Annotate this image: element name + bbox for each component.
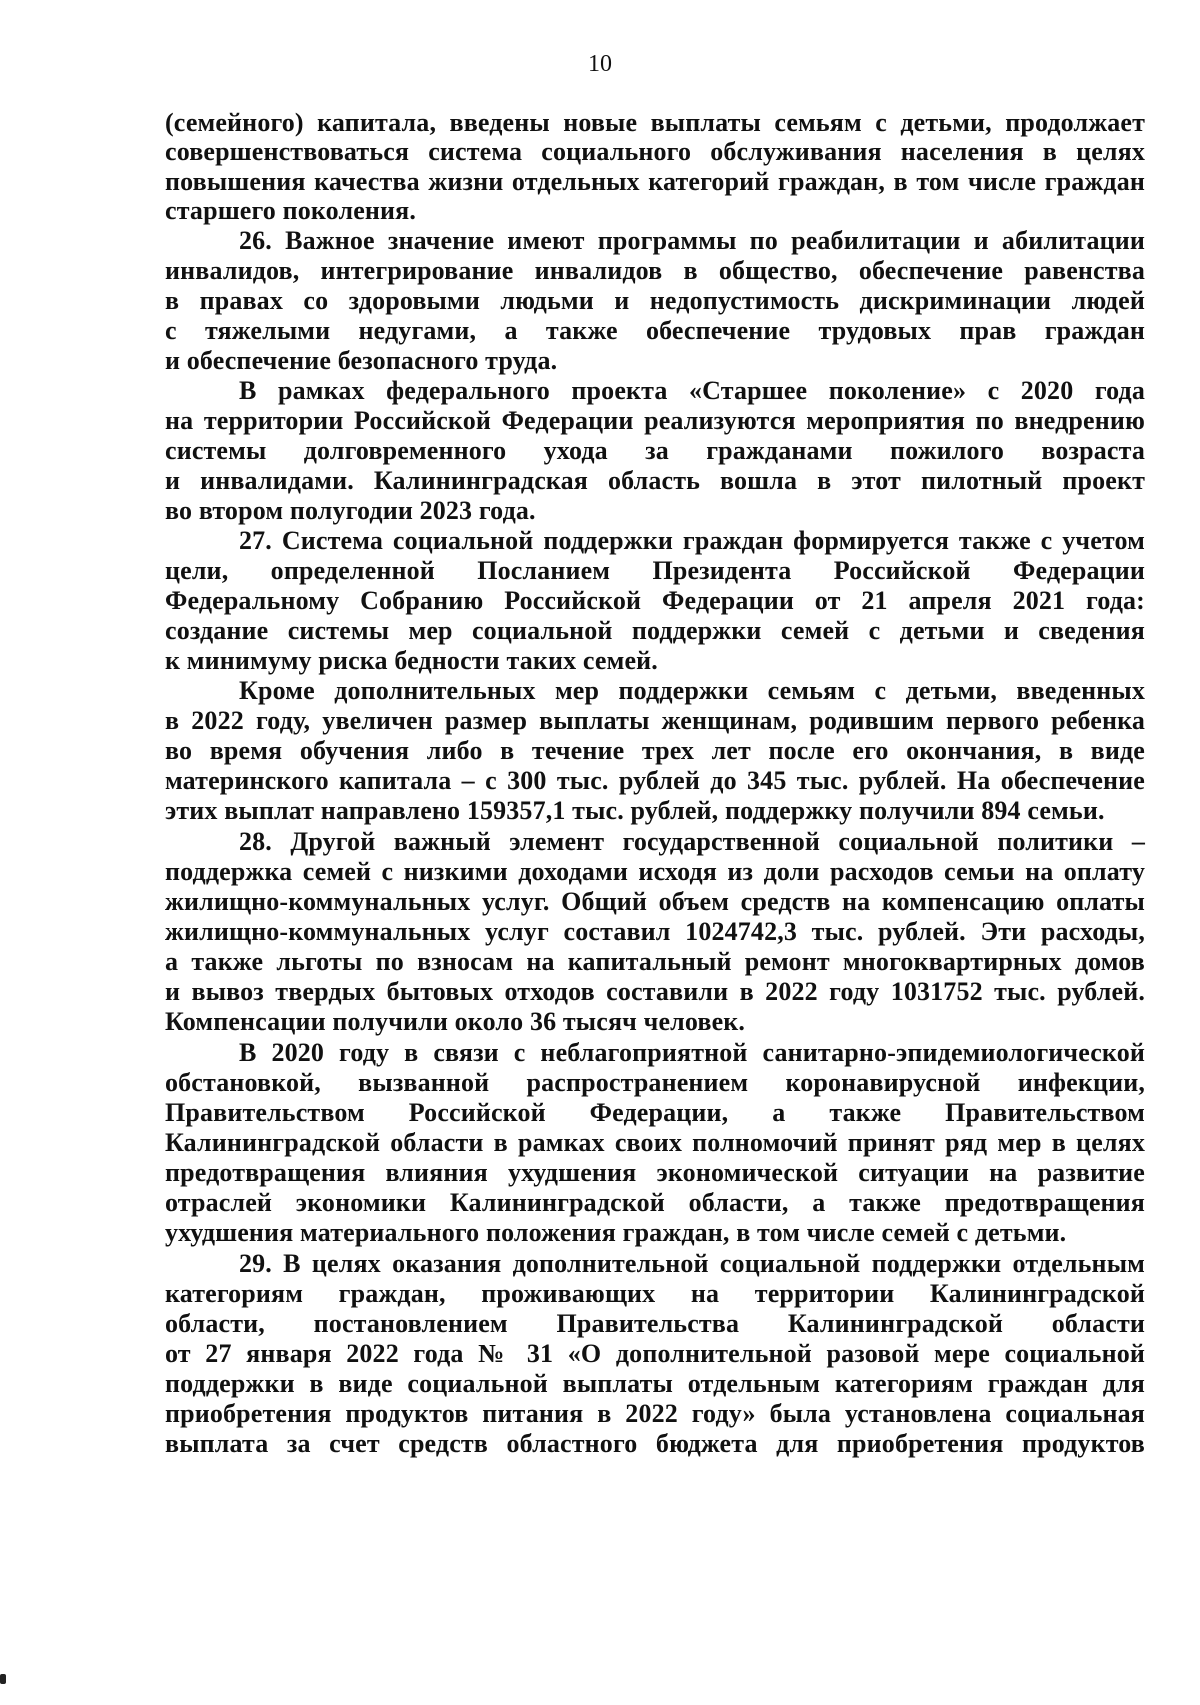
text-line: цели, определенной Посланием Президента Российской Федерации [165,556,1145,585]
text-line: 26. Важное значение имеют программы по реабилитации и абилитации [239,226,1145,255]
text-line: жилищно-коммунальных услуг. Общий объем средств на компенсацию оплаты [165,887,1145,916]
text-line: В рамках федерального проекта «Старшее поколение» с 2020 года [239,376,1145,405]
text-line: материнского капитала – с 300 тыс. рублей до 345 тыс. рублей. На обеспечение [165,766,1145,795]
text-line: этих выплат направлено 159357,1 тыс. рублей, поддержку получили 894 семьи. [165,796,1105,825]
text-line: во время обучения либо в течение трех лет после его окончания, в виде [165,736,1145,765]
text-line: повышения качества жизни отдельных категорий граждан, в том числе граждан [165,167,1145,196]
text-line: системы долговременного ухода за гражданами пожилого возраста [165,436,1145,465]
text-line: предотвращения влияния ухудшения экономической ситуации на развитие [165,1158,1145,1187]
text-line: старшего поколения. [165,196,417,225]
text-line: Калининградской области в рамках своих полномочий принят ряд мер в целях [165,1128,1145,1157]
text-line: области, постановлением Правительства Калининградской области [165,1309,1145,1338]
text-line: отраслей экономики Калининградской области, а также предотвращения [165,1188,1145,1217]
text-line: и обеспечение безопасного труда. [165,346,558,375]
text-line: а также льготы по взносам на капитальный ремонт многоквартирных домов [165,947,1145,976]
text-line: на территории Российской Федерации реализуются мероприятия по внедрению [165,406,1145,435]
text-line: в правах со здоровыми людьми и недопустимость дискриминации людей [165,286,1145,315]
text-line: Кроме дополнительных мер поддержки семьям с детьми, введенных [239,676,1145,705]
text-line: и инвалидами. Калининградская область вошла в этот пилотный проект [165,466,1145,495]
text-line: В 2020 году в связи с неблагоприятной санитарно-эпидемиологической [239,1038,1145,1067]
text-line: во втором полугодии 2023 года. [165,496,536,525]
text-line: ухудшения материального положения граждан, в том числе семей с детьми. [165,1218,1067,1247]
text-line: создание системы мер социальной поддержки семей с детьми и сведения [165,616,1145,645]
text-line: приобретения продуктов питания в 2022 году» была установлена социальная [165,1399,1145,1428]
text-line: 27. Система социальной поддержки граждан формируется также с учетом [239,526,1145,555]
text-line: категориям граждан, проживающих на территории Калининградской [165,1279,1145,1308]
text-line: жилищно-коммунальных услуг составил 1024742,3 тыс. рублей. Эти расходы, [165,917,1145,946]
text-line: Федеральному Собранию Российской Федерации от 21 апреля 2021 года: [165,586,1145,615]
scan-margin-mark [0,1674,6,1684]
page-number: 10 [588,51,612,77]
text-line: Правительством Российской Федерации, а также Правительством [165,1098,1145,1127]
text-line: поддержки в виде социальной выплаты отдельным категориям граждан для [165,1369,1145,1398]
text-line: 28. Другой важный элемент государственной социальной политики – [239,827,1145,856]
text-line: совершенствоваться система социального обслуживания населения в целях [165,137,1145,166]
text-line: выплата за счет средств областного бюджета для приобретения продуктов [165,1429,1145,1458]
text-line: в 2022 году, увеличен размер выплаты женщинам, родившим первого ребенка [165,706,1145,735]
text-line: от 27 января 2022 года № 31 «О дополнительной разовой мере социальной [165,1339,1145,1368]
text-line: к минимуму риска бедности таких семей. [165,646,658,675]
text-line: с тяжелыми недугами, а также обеспечение трудовых прав граждан [165,316,1145,345]
text-line: и вывоз твердых бытовых отходов составили в 2022 году 1031752 тыс. рублей. [165,977,1145,1006]
text-line: 29. В целях оказания дополнительной социальной поддержки отдельным [239,1249,1145,1278]
text-line: (семейного) капитала, введены новые выплаты семьям с детьми, продолжает [165,108,1145,137]
text-line: обстановкой, вызванной распространением коронавирусной инфекции, [165,1068,1145,1097]
text-line: инвалидов, интегрирование инвалидов в общество, обеспечение равенства [165,256,1145,285]
text-line: Компенсации получили около 36 тысяч человек. [165,1007,746,1036]
text-line: поддержка семей с низкими доходами исходя из доли расходов семьи на оплату [165,857,1145,886]
